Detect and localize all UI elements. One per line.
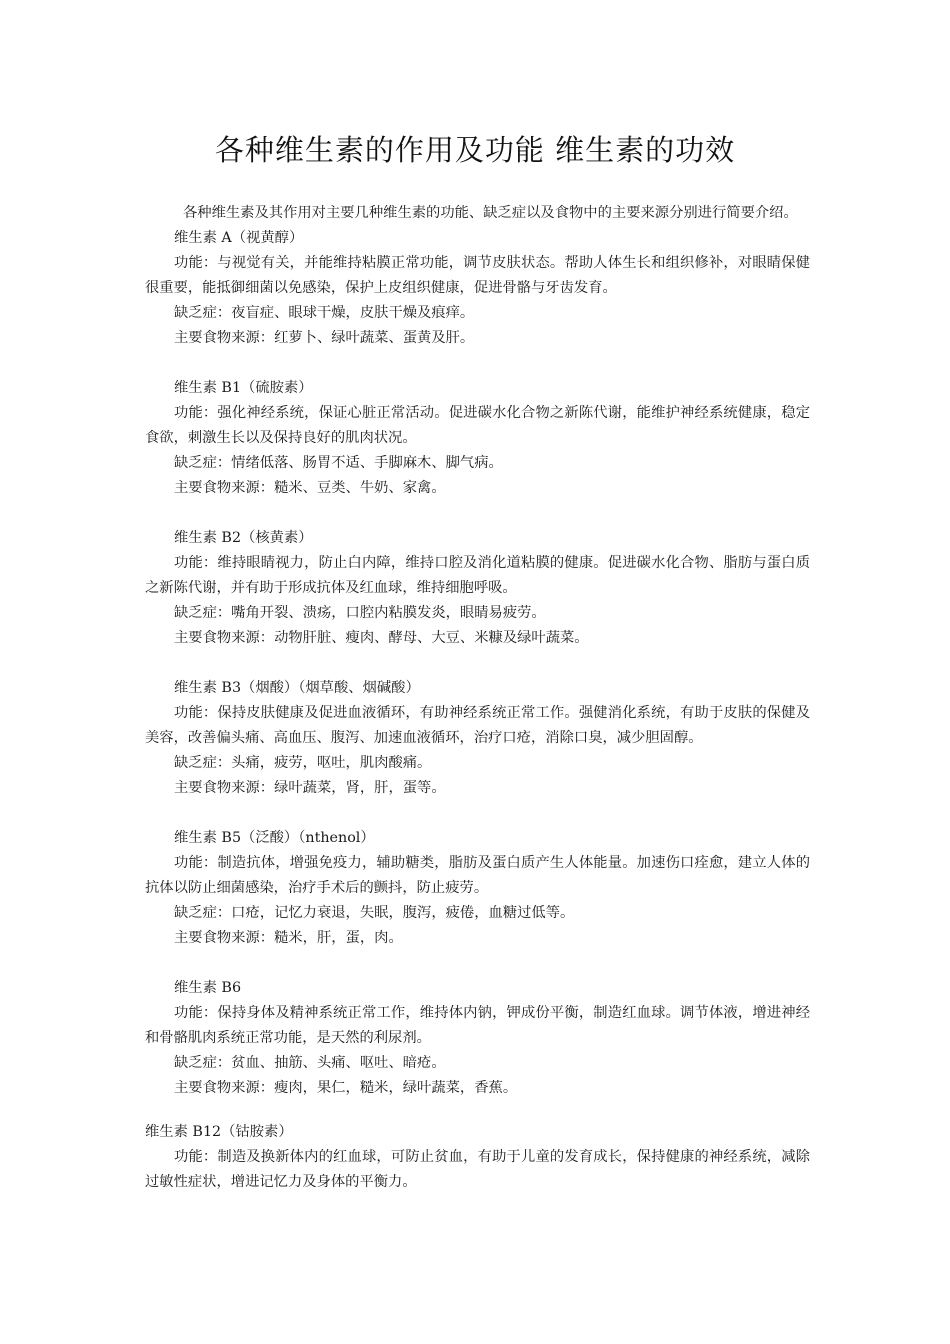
function-paragraph: 功能：保持皮肤健康及促进血液循环，有助神经系统正常工作。强健消化系统，有助于皮肤的保健及美容，改善偏头痛、高血压、腹泻、加速血液循环，治疗口疮，消除口臭，减少胆固醇。 (145, 705, 810, 746)
section-heading: 维生素 B5（泛酸）（nthenol） (174, 830, 375, 846)
document-title: 各种维生素的作用及功能 维生素的功效 (214, 133, 736, 167)
section-heading: 维生素 A（视黄醇） (174, 230, 304, 246)
sources-line: 主要食物来源：糙米、豆类、牛奶、家禽。 (174, 480, 446, 496)
deficiency-line: 缺乏症：口疮，记忆力衰退，失眠，腹泻，疲倦，血糖过低等。 (174, 905, 575, 921)
section-vitamin-b6 (145, 976, 810, 1101)
sources-line: 主要食物来源：绿叶蔬菜，肾，肝，蛋等。 (174, 780, 446, 796)
document-body (145, 201, 810, 1195)
function-paragraph: 功能：制造抗体，增强免疫力，辅助糖类，脂肪及蛋白质产生人体能量。加速伤口痊愈，建立人体的抗体以防止细菌感染，治疗手术后的颤抖，防止疲劳。 (145, 855, 810, 896)
section-vitamin-b12 (145, 1120, 810, 1195)
function-paragraph: 功能：制造及换新体内的红血球，可防止贫血，有助于儿童的发育成长，保持健康的神经系统，减除过敏性症状，增进记忆力及身体的平衡力。 (145, 1149, 810, 1190)
sources-line: 主要食物来源：动物肝脏、瘦肉、酵母、大豆、米糠及绿叶蔬菜。 (174, 630, 589, 646)
section-heading: 维生素 B12（钴胺素） (145, 1124, 293, 1140)
intro-paragraph: 各种维生素及其作用对主要几种维生素的功能、缺乏症以及食物中的主要来源分别进行简要介绍。 (183, 205, 798, 221)
section-vitamin-b5 (145, 826, 810, 951)
function-paragraph: 功能：强化神经系统，保证心脏正常活动。促进碳水化合物之新陈代谢，能维护神经系统健康，稳定食欲，刺激生长以及保持良好的肌肉状况。 (145, 405, 810, 446)
sources-line: 主要食物来源：糙米，肝，蛋，肉。 (174, 930, 403, 946)
sources-line: 主要食物来源：瘦肉，果仁，糙米，绿叶蔬菜，香蕉。 (174, 1080, 518, 1096)
deficiency-line: 缺乏症：嘴角开裂、溃疡，口腔内粘膜发炎，眼睛易疲劳。 (174, 605, 546, 621)
section-heading: 维生素 B6 (174, 980, 242, 996)
section-vitamin-b1 (145, 376, 810, 501)
deficiency-line: 缺乏症：头痛，疲劳，呕吐，肌肉酸痛。 (174, 755, 432, 771)
deficiency-line: 缺乏症：夜盲症、眼球干燥，皮肤干燥及痕痒。 (174, 305, 475, 321)
section-heading: 维生素 B2（核黄素） (174, 530, 313, 546)
function-paragraph: 功能：保持身体及精神系统正常工作，维持体内钠，钾成份平衡，制造红血球。调节体液，增进神经和骨骼肌肉系统正常功能，是天然的利尿剂。 (145, 1005, 810, 1046)
function-paragraph: 功能：维持眼睛视力，防止白内障，维持口腔及消化道粘膜的健康。促进碳水化合物、脂肪与蛋白质之新陈代谢，并有助于形成抗体及红血球，维持细胞呼吸。 (145, 555, 810, 596)
section-vitamin-b3 (145, 676, 810, 801)
section-vitamin-a (145, 226, 810, 351)
section-heading: 维生素 B1（硫胺素） (174, 380, 313, 396)
function-paragraph: 功能：与视觉有关，并能维持粘膜正常功能，调节皮肤状态。帮助人体生长和组织修补，对眼睛保健很重要，能抵御细菌以免感染，保护上皮组织健康，促进骨骼与牙齿发育。 (145, 255, 810, 296)
deficiency-line: 缺乏症：贫血、抽筋、头痛、呕吐、暗疮。 (174, 1055, 446, 1071)
deficiency-line: 缺乏症：情绪低落、肠胃不适、手脚麻木、脚气病。 (174, 455, 503, 471)
sources-line: 主要食物来源：红萝卜、绿叶蔬菜、蛋黄及肝。 (174, 330, 475, 346)
section-heading: 维生素 B3（烟酸）（烟草酸、烟碱酸） (174, 680, 420, 696)
section-vitamin-b2 (145, 526, 810, 651)
